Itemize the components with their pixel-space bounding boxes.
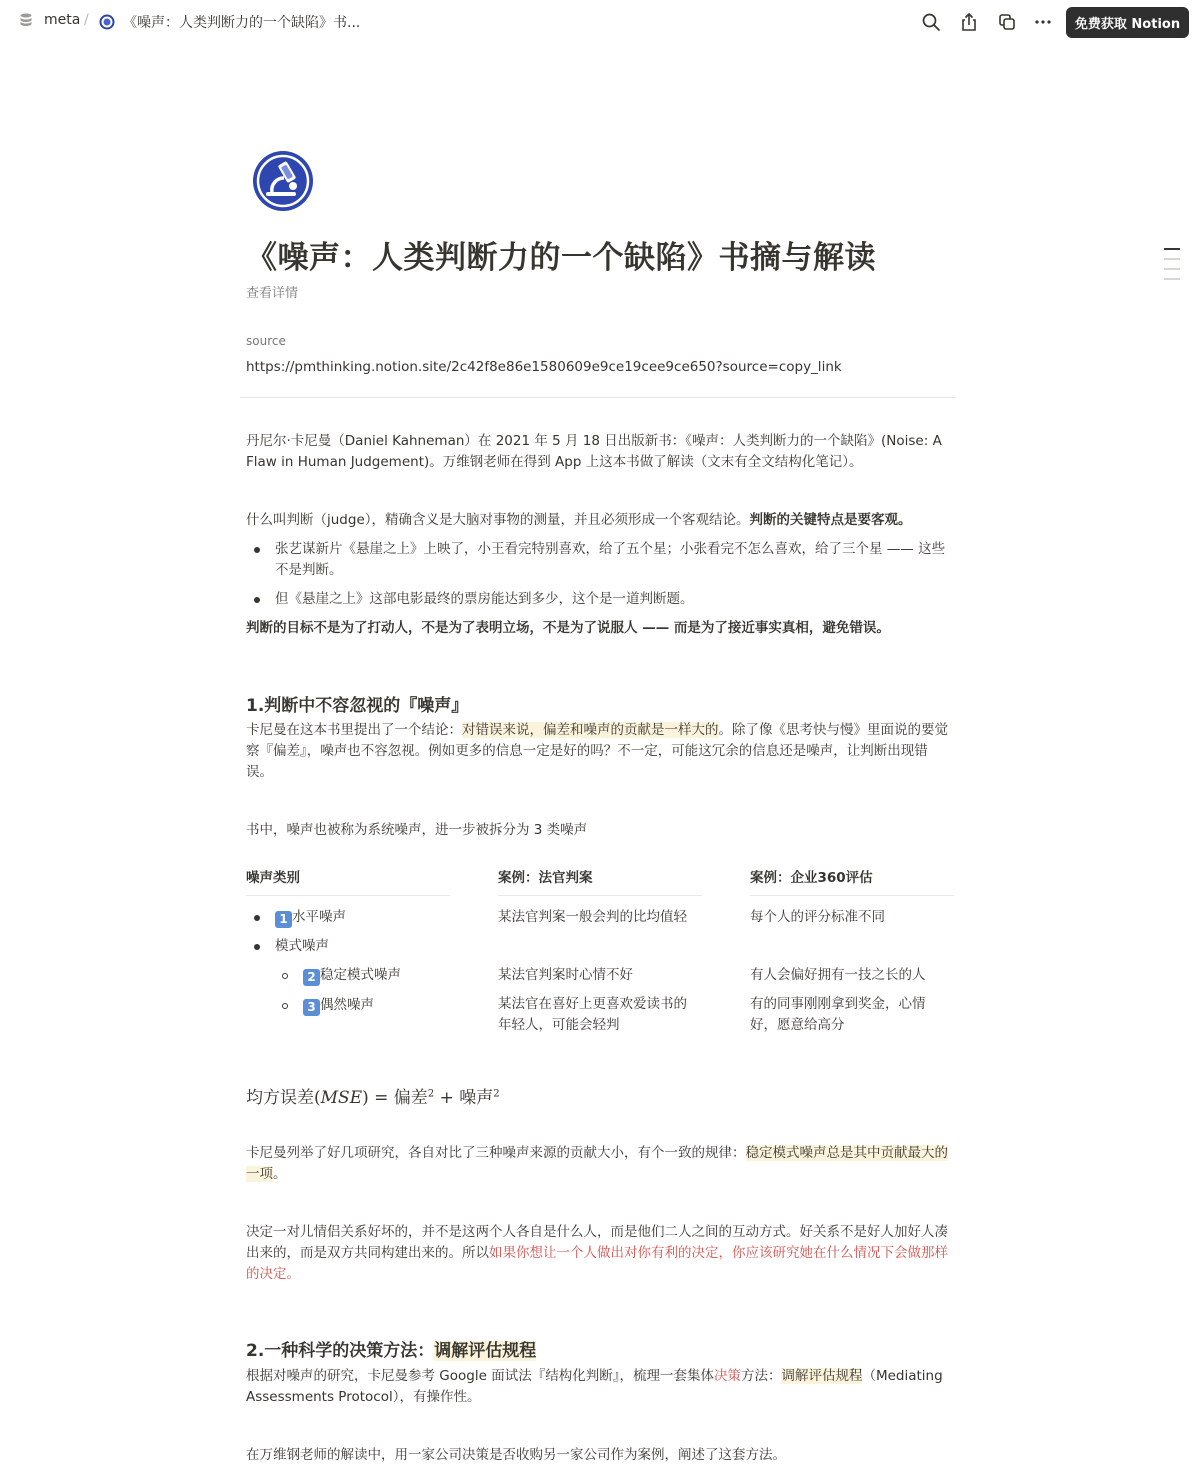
- formula-exponent: 2: [493, 1088, 500, 1100]
- keycap-number-icon: 3: [303, 999, 320, 1016]
- column-header: 噪声类别: [246, 870, 300, 886]
- keycap-number-icon: 1: [275, 911, 292, 928]
- table-cell: 某法官判案时心情不好: [498, 967, 633, 983]
- list-item: [254, 589, 954, 610]
- breadcrumb-page[interactable]: [99, 12, 360, 32]
- noise-category: 偶然噪声: [320, 997, 374, 1013]
- more-icon[interactable]: [1032, 11, 1054, 33]
- formula-part: + 噪声: [434, 1088, 494, 1108]
- list-item: [282, 995, 452, 1016]
- text-span: 卡尼曼在这本书里提出了一个结论：: [246, 722, 462, 738]
- highlighted-text: 调解评估规程: [781, 1368, 863, 1384]
- breadcrumb-separator: /: [84, 12, 89, 28]
- breadcrumb-workspace-label: meta: [44, 12, 81, 28]
- table-of-contents-outline[interactable]: [1164, 248, 1180, 288]
- section2-paragraph-2: 在万维钢老师的解读中，用一家公司决策是否收购另一家公司作为案例，阐述了这套方法。: [246, 1447, 786, 1463]
- text-span: 。: [273, 1166, 287, 1182]
- section-heading: [246, 1336, 536, 1361]
- text-span: （Mediating Assessments Protocol），有操作性。: [246, 1368, 943, 1405]
- property-value-source[interactable]: https://pmthinking.notion.site/2c42f8e86e1580609e9ce19cee9ce650?source=copy_link: [246, 359, 842, 375]
- judge-text: 什么叫判断（judge），精确含义是大脑对事物的测量，并且必须形成一个客观结论。: [246, 512, 750, 528]
- page-emoji-icon: [99, 14, 115, 30]
- table-cell: 每个人的评分标准不同: [750, 909, 885, 925]
- top-bar: [0, 0, 1200, 44]
- text-span: 方法：: [740, 1368, 782, 1384]
- noise-category: 水平噪声: [292, 909, 346, 925]
- section1-paragraph: [246, 720, 954, 783]
- list-item-text: 但《悬崖之上》这部电影最终的票房能达到多少，这个是一道判断题。: [275, 591, 694, 607]
- divider: [240, 397, 956, 398]
- duplicate-icon[interactable]: [996, 11, 1018, 33]
- math-equation[interactable]: [246, 1083, 500, 1108]
- list-item-text: [275, 907, 454, 928]
- outline-marker[interactable]: [1164, 258, 1180, 260]
- column-header: 案例：法官判案: [498, 870, 593, 886]
- bullet-dot: [254, 547, 260, 553]
- judge-emphasis: 判断的关键特点是要客观。: [749, 512, 912, 528]
- text-span: 决定一对儿情侣关系好坏的，并不是这两个人各自是什么人，而是他们二人之间的互动方式。好关系不是好人加好人凑出来的，而是双方共同构建出来的。所以: [246, 1224, 948, 1261]
- column-divider: [498, 895, 702, 896]
- heading-text: 2.一种科学的决策方法：: [246, 1341, 435, 1361]
- outline-marker[interactable]: [1164, 248, 1180, 250]
- share-icon[interactable]: [958, 11, 980, 33]
- microscope-icon[interactable]: [252, 150, 314, 212]
- red-text: 如果你想让一个人做出对你有利的决定，你应该研究她在什么情况下会做那样的决定。: [246, 1245, 948, 1282]
- text-span: 卡尼曼列举了好几项研究，各自对比了三种噪声来源的贡献大小，有个一致的规律：: [246, 1145, 746, 1161]
- highlighted-text: 调解评估规程: [434, 1341, 537, 1361]
- get-notion-button[interactable]: 免费获取 Notion: [1066, 7, 1189, 38]
- noise-category: 模式噪声: [275, 938, 329, 954]
- formula-exponent: 2: [427, 1088, 435, 1100]
- list-item: [254, 539, 954, 581]
- column-divider: [750, 895, 954, 896]
- text-span: 。除了像《思考快与慢》里面说的要觉察『偏差』，噪声也不容忽视。例如更多的信息一定是好的吗？不一定，可能这冗余的信息还是噪声，让判断出现错误。: [246, 722, 948, 780]
- column-divider: [246, 895, 450, 896]
- column-header: 案例：企业360评估: [750, 870, 873, 886]
- findings-paragraph: [246, 1143, 954, 1185]
- list-item: [254, 936, 454, 957]
- intro-paragraph: 丹尼尔·卡尼曼（Daniel Kahneman）在 2021 年 5 月 18 日出版新书：《噪声：人类判断力的一个缺陷》(Noise: A Flaw in Human Judgement)。万维钢老师在得到 App 上这本书做了解读（文末有全文结构化笔记）。: [246, 433, 942, 470]
- outline-marker[interactable]: [1164, 278, 1180, 280]
- judge-goal: 判断的目标不是为了打动人，不是为了表明立场，不是为了说服人 —— 而是为了接近事实真相，避免错误。: [246, 620, 890, 636]
- search-icon[interactable]: [920, 11, 942, 33]
- formula-part: 均方误差(: [246, 1088, 321, 1108]
- breadcrumb-workspace[interactable]: [18, 12, 80, 28]
- section2-paragraph: [246, 1366, 954, 1408]
- text-span: 根据对噪声的研究，卡尼曼参考 Google 面试法『结构化判断』，梳理一套集体: [246, 1368, 714, 1384]
- relationship-paragraph: [246, 1222, 954, 1285]
- table-cell: 某法官判案一般会判的比均值轻: [498, 909, 687, 925]
- keycap-number-icon: 2: [303, 969, 320, 986]
- table-cell: 有的同事刚刚拿到奖金，心情好，愿意给高分: [750, 996, 926, 1033]
- list-item: [254, 907, 454, 928]
- bullet-ring: [282, 973, 288, 979]
- database-icon: [18, 12, 34, 28]
- list-item: [282, 965, 452, 986]
- bullet-dot: [254, 597, 260, 603]
- breadcrumb-page-label: 《噪声：人类判断力的一个缺陷》书...: [123, 15, 361, 31]
- highlighted-text: 稳定模式噪声总是其中贡献最大的一项: [246, 1145, 948, 1182]
- table-cell: 某法官在喜好上更喜欢爱读书的年轻人，可能会轻判: [498, 996, 687, 1033]
- list-item-text: [303, 965, 452, 986]
- page-subtitle[interactable]: 查看详情: [246, 286, 299, 301]
- bullet-dot: [254, 944, 260, 950]
- section1-paragraph-2: 书中，噪声也被称为系统噪声，进一步被拆分为 3 类噪声: [246, 822, 588, 838]
- bullet-ring: [282, 1003, 288, 1009]
- bullet-dot: [254, 915, 260, 921]
- noise-category: 稳定模式噪声: [320, 967, 401, 983]
- section-heading: 1.判断中不容忽视的『噪声』: [246, 696, 469, 716]
- list-item-text: [303, 995, 452, 1016]
- property-label-source: source: [246, 334, 286, 348]
- table-cell: 有人会偏好拥有一技之长的人: [750, 967, 926, 983]
- page-title[interactable]: 《噪声：人类判断力的一个缺陷》书摘与解读: [246, 240, 876, 276]
- list-item-text: 张艺谋新片《悬崖之上》上映了，小王看完特别喜欢，给了五个星；小张看完不怎么喜欢，给了三个星 —— 这些不是判断。: [275, 541, 946, 578]
- outline-marker[interactable]: [1164, 268, 1180, 270]
- formula-variable: MSE: [320, 1088, 363, 1108]
- judge-paragraph: [246, 510, 954, 531]
- red-text: 决策: [713, 1368, 741, 1384]
- highlighted-text: 对错误来说，偏差和噪声的贡献是一样大的: [462, 722, 719, 738]
- formula-part: ) = 偏差: [362, 1088, 428, 1108]
